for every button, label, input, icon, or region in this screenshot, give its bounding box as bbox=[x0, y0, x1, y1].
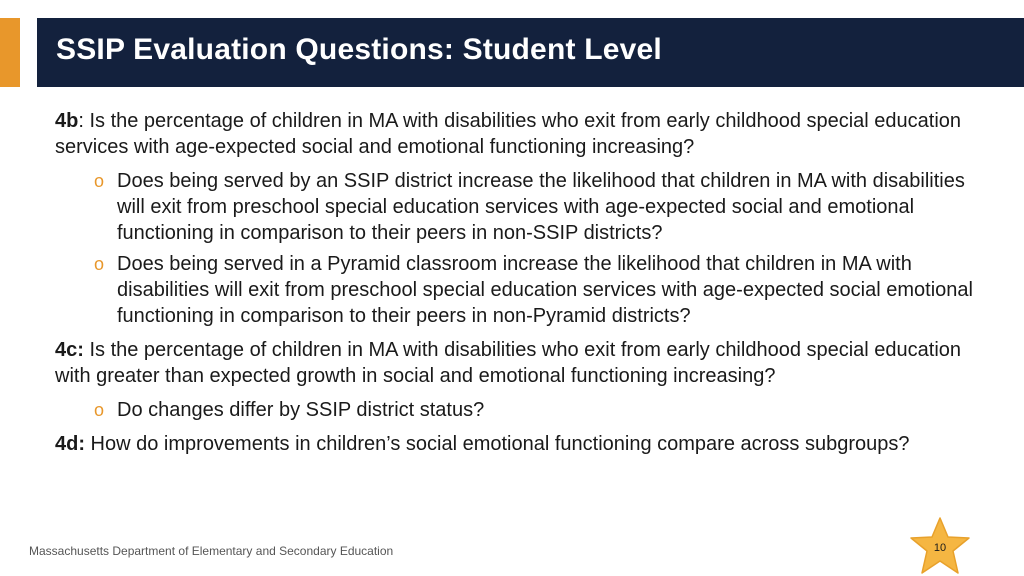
list-item bbox=[94, 168, 985, 246]
question-label: 4d: bbox=[55, 433, 85, 455]
sub-question-text: Does being served in a Pyramid classroom increase the likelihood that children in MA with disabilities will exit from preschool special education services with age-expected social emotional functioning in comparison to their peers in non-Pyramid districts? bbox=[117, 253, 973, 327]
sub-question-list bbox=[55, 168, 985, 329]
question-4b bbox=[55, 108, 985, 160]
bullet-icon: o bbox=[94, 400, 105, 420]
title-band bbox=[37, 18, 1024, 87]
question-label: 4c: bbox=[55, 339, 84, 361]
bullet-icon: o bbox=[94, 254, 105, 274]
list-item bbox=[94, 251, 985, 329]
question-text: How do improvements in children’s social emotional functioning compare across subgroups? bbox=[85, 433, 910, 455]
page-title: SSIP Evaluation Questions: Student Level bbox=[56, 33, 662, 66]
slide-content bbox=[55, 108, 985, 465]
question-4c bbox=[55, 337, 985, 389]
question-label: 4b bbox=[55, 110, 79, 132]
question-4d bbox=[55, 431, 985, 457]
list-item bbox=[94, 397, 985, 423]
sub-question-list bbox=[55, 397, 985, 423]
footer-org: Massachusetts Department of Elementary and Secondary Education bbox=[29, 544, 394, 558]
page-number: 10 bbox=[933, 542, 947, 554]
question-separator: : bbox=[78, 110, 84, 132]
question-text: Is the percentage of children in MA with disabilities who exit from early childhood special education services with age-expected social and emotional functioning increasing? bbox=[55, 110, 962, 158]
accent-bar bbox=[0, 18, 20, 87]
sub-question-text: Does being served by an SSIP district increase the likelihood that children in MA with disabilities will exit from preschool special education services with age-expected social and emotional functioning in comparison to their peers in non-SSIP districts? bbox=[117, 170, 965, 244]
page-number-badge bbox=[908, 516, 972, 576]
sub-question-text: Do changes differ by SSIP district status? bbox=[117, 399, 485, 421]
question-text: Is the percentage of children in MA with disabilities who exit from early childhood special education with greater than expected growth in social and emotional functioning increasing? bbox=[55, 339, 962, 387]
bullet-icon: o bbox=[94, 171, 105, 191]
